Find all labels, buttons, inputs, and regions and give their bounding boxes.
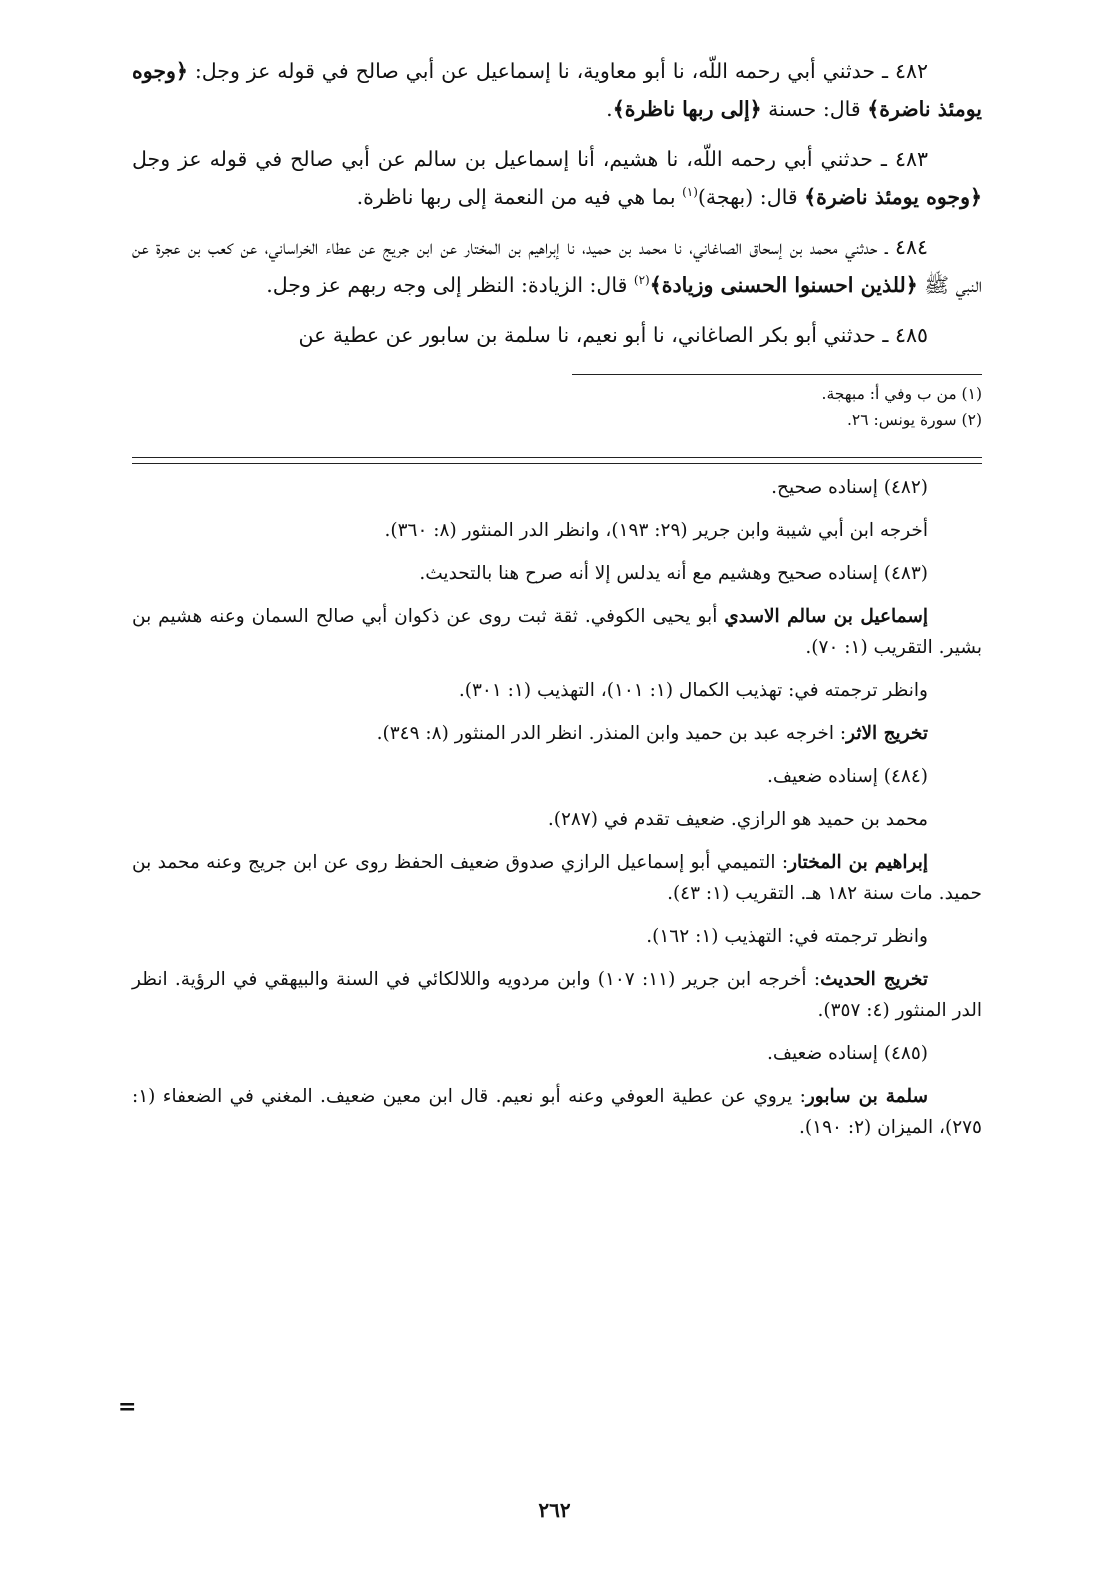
hadith-text: ٤٨٣ ـ حدثني أبي رحمه اللّه، نا هشيم، أنا إسماعيل بن سالم عن أبي صالح في قوله عز وجل [132, 147, 928, 171]
narrator-name: إبراهيم بن المختار [788, 852, 928, 873]
footnotes [132, 381, 982, 433]
hadith-482 [132, 52, 982, 128]
tahqiq-note: وانظر ترجمته في: التهذيب (١: ١٦٢). [646, 926, 928, 947]
quran-quote: ﴿إلى ربها ناظرة﴾ [612, 97, 762, 121]
tahqiq-note [132, 847, 982, 909]
footnote-1: (١) من ب وفي أ: مبهجة. [821, 385, 982, 403]
hadith-text: ٤٨٥ ـ حدثني أبو بكر الصاغاني، نا أبو نعيم، نا سلمة بن سابور عن عطية عن [298, 323, 928, 347]
page-body [132, 52, 982, 1155]
footnote-2: (٢) سورة يونس: ٢٦. [846, 411, 982, 429]
hadith-text: قال: الزيادة: النظر إلى وجه ربهم عز وجل. [266, 273, 634, 297]
footnote-divider [572, 374, 982, 375]
takhrij-label: تخريج الحديث [820, 969, 929, 990]
tahqiq-483-heading: (٤٨٣) إسناده صحيح وهشيم مع أنه يدلس إلا أنه صرح هنا بالتحديث. [419, 563, 928, 584]
footnote-marker: (٢) [633, 273, 650, 288]
note-text: : أخرجه ابن جرير (١١: ١٠٧) وابن مردويه واللالكائي في السنة والبيهقي في الرؤية. انظر الدر المنثور (٤: ٣٥٧). [132, 969, 982, 1021]
tahqiq-485-heading: (٤٨٥) إسناده ضعيف. [766, 1043, 928, 1064]
tahqiq-note [132, 1081, 982, 1143]
hadith-484 [132, 228, 982, 304]
hadith-text: . [606, 97, 613, 121]
main-text [132, 52, 982, 354]
tahqiq-divider [132, 457, 982, 464]
footnote-marker: (١) [682, 185, 698, 200]
hadith-text: قال: (بهجة) [697, 185, 805, 209]
note-text: : اخرجه عبد بن حميد وابن المنذر. انظر الدر المنثور (٨: ٣٤٩). [376, 723, 847, 744]
quran-quote: ﴿وجوه يومئذ ناضرة﴾ [132, 59, 982, 121]
tahqiq-484-heading: (٤٨٤) إسناده ضعيف. [766, 766, 928, 787]
tahqiq-note [132, 964, 982, 1026]
hadith-text: ٤٨٢ ـ حدثني أبي رحمه اللّه، نا أبو معاوية، نا إسماعيل عن أبي صالح في قوله عز وجل: [187, 59, 928, 83]
takhrij-label: تخريج الاثر [846, 723, 928, 744]
continuation-mark: = [118, 1394, 137, 1420]
hadith-485 [132, 316, 982, 354]
note-text: أبو يحيى الكوفي. ثقة ثبت روى عن ذكوان أبي صالح السمان وعنه هشيم بن بشير. التقريب (١: ٧٠). [132, 606, 982, 658]
tahqiq-note [132, 601, 982, 663]
quran-quote: ﴿للذين احسنوا الحسنى وزيادة﴾ [649, 273, 918, 297]
hadith-text: بما هي فيه من النعمة إلى ربها ناظرة. [356, 185, 683, 209]
page-number: ٢٦٢ [538, 1498, 571, 1522]
hadith-text: ٤٨٤ ـ حدثني محمد بن إسحاق الصاغاني، نا محمد بن حميد، نا إبراهيم بن المختار عن ابن جريج عن عطاء الخراساني، عن كعب بن عجرة عن النبي ﷺ [132, 235, 982, 297]
note-text: : التميمي أبو إسماعيل الرازي صدوق ضعيف الحفظ روى عن ابن جريج وعنه محمد بن حميد. مات سنة ١٨٢ هـ. التقريب (١: ٤٣). [132, 852, 982, 904]
quran-quote: ﴿وجوه يومئذ ناضرة﴾ [804, 185, 982, 209]
tahqiq-note [132, 718, 982, 749]
tahqiq-section [132, 472, 982, 1143]
hadith-483 [132, 140, 982, 216]
tahqiq-note: وانظر ترجمته في: تهذيب الكمال (١: ١٠١)، التهذيب (١: ٣٠١). [458, 680, 928, 701]
narrator-name: سلمة بن سابور [805, 1086, 928, 1107]
tahqiq-note: أخرجه ابن أبي شيبة وابن جرير (٢٩: ١٩٣)، وانظر الدر المنثور (٨: ٣٦٠). [384, 520, 928, 541]
note-text: : يروي عن عطية العوفي وعنه أبو نعيم. قال ابن معين ضعيف. المغني في الضعفاء (١: ٢٧٥)، الميزان (٢: ١٩٠). [132, 1086, 982, 1138]
tahqiq-note: محمد بن حميد هو الرازي. ضعيف تقدم في (٢٨٧). [547, 809, 928, 830]
hadith-text: قال: حسنة [761, 97, 868, 121]
tahqiq-482-heading: (٤٨٢) إسناده صحيح. [771, 477, 928, 498]
narrator-name: إسماعيل بن سالم الاسدي [724, 606, 928, 627]
